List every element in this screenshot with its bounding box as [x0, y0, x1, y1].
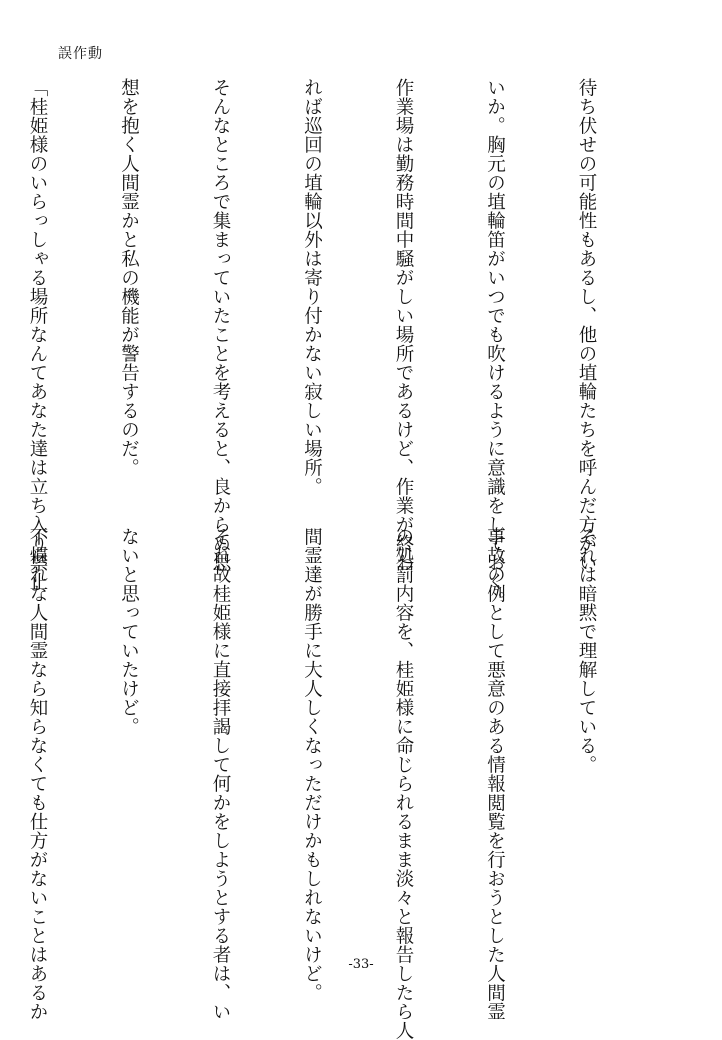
text-line: ないと思っていたけど。 — [118, 527, 140, 736]
chapter-title: 誤作動 — [58, 46, 103, 62]
text-line: それは暗黙で理解している。 — [576, 527, 597, 774]
text-line: 「桂姫様のいらっしゃる場所なんてあなた達は立ち入り禁止 — [27, 78, 48, 591]
upper-text-block — [0, 78, 662, 610]
text-line: それ故桂姫様に直接拝謁して何かをしようとする者は、い — [210, 527, 231, 1021]
text-line: 想を抱く人間霊かと私の機能が警告するのだ。 — [118, 78, 140, 477]
text-line: 不慣れな人間霊なら知らなくても仕方がないことはあるか — [27, 527, 48, 1021]
text-line: 間霊達が勝手に大人しくなっただけかもしれないけど。 — [301, 527, 323, 1002]
text-line: 待ち伏せの可能性もあるし、他の埴輪たちを呼んだ方がい — [576, 78, 597, 572]
text-line: そんなところで集まっていたことを考えると、良からぬ思 — [210, 78, 231, 572]
text-line: れば巡回の埴輪以外は寄り付かない寂しい場所。 — [301, 78, 323, 496]
text-line: 作業場は勤務時間中騒がしい場所であるけど、作業が終わ — [393, 78, 414, 572]
text-line: いか。胸元の埴輪笛がいつでも吹けるように意識をしておく。 — [484, 78, 506, 610]
text-line: 事故の例として悪意のある情報閲覧を行おうとした人間霊 — [484, 527, 506, 1021]
page-number: -33- — [348, 957, 374, 972]
text-line: の処罰内容を、桂姫様に命じられるまま淡々と報告したら人 — [393, 527, 414, 1040]
